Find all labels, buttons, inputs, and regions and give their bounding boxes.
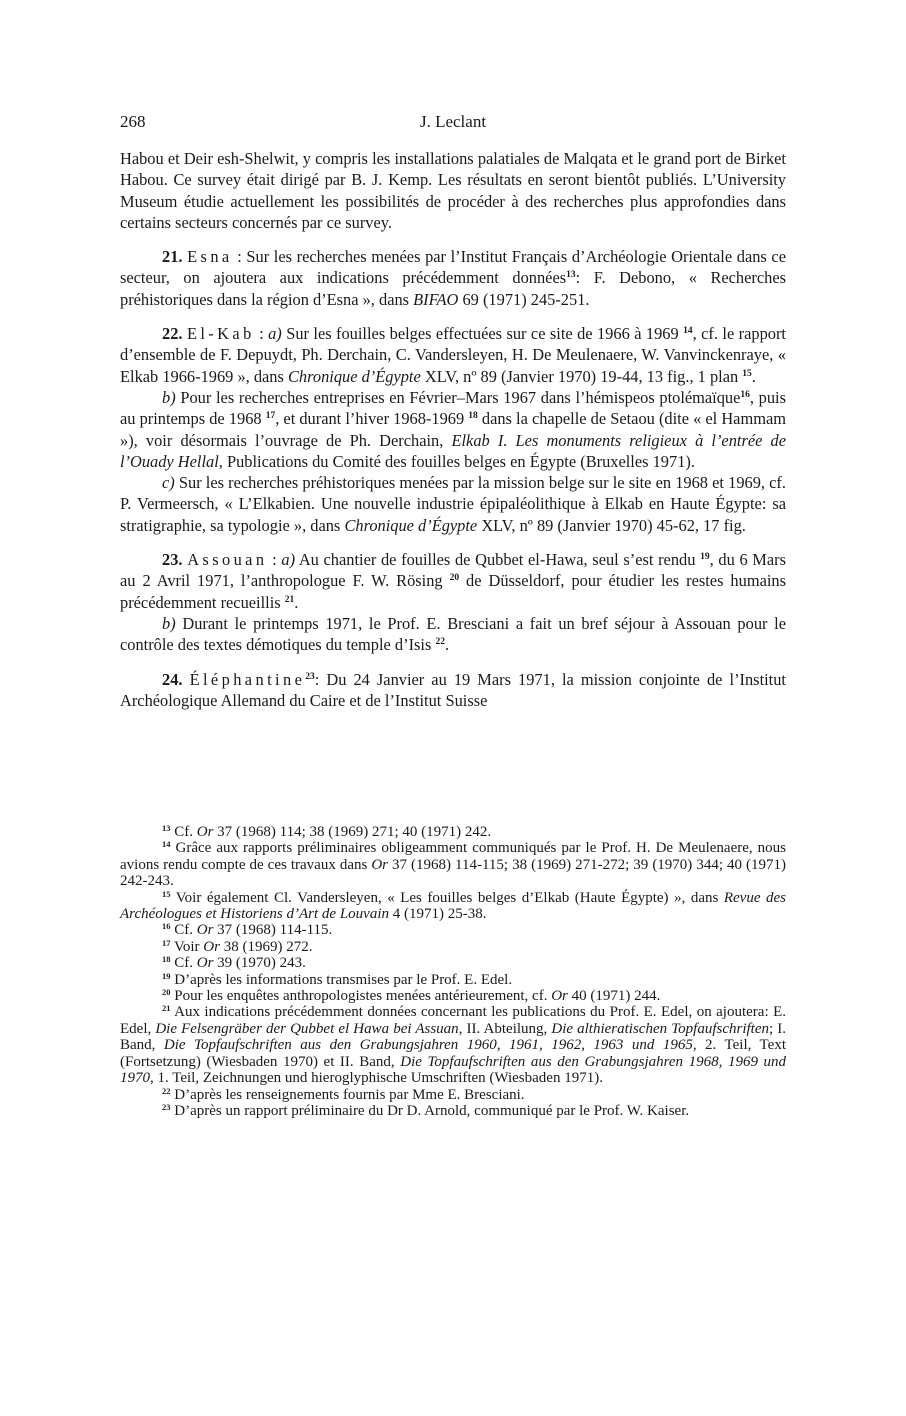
- footnote-16: $^{16}$ Cf. Or 37 (1968) 114-115.: [162, 921, 333, 939]
- footnote-ref[interactable]: 18: [468, 411, 478, 422]
- footnote-ref[interactable]: 22: [435, 637, 445, 648]
- section-title: Éléphantine: [189, 669, 306, 689]
- footnote-15: $^{15}$ Voir également Cl. Vandersleyen, « Les fouilles belges d’Elkab (Haute Égypte) », dans Revue des Archéologues et Historiens d’Art de Louvain 4 (1971) 25-38.: [120, 888, 786, 923]
- footnotes: [120, 824, 786, 1119]
- footnote-ref[interactable]: 15: [742, 368, 752, 379]
- footnote-ref[interactable]: 20: [449, 573, 460, 584]
- footnote-19: $^{19}$ D’après les informations transmises par le Prof. E. Edel.: [162, 970, 513, 988]
- section-title: Assouan: [187, 550, 268, 570]
- page-number: 268: [120, 112, 146, 131]
- footnote-ref[interactable]: 19: [700, 552, 710, 563]
- section-24-elephantine: 24. Éléphantine$^{23}$: Du 24 Janvier au 19 Mars 1971, la mission conjointe de l’Institut Archéologique Allemand du Caire et de l’Institut Suisse: [120, 669, 786, 710]
- footnote-14: $^{14}$ Grâce aux rapports préliminaires obligeamment communiqués par le Prof. H. De Meulenaere, nous avions rendu compte de ces travaux dans Or 37 (1968) 114-115; 38 (1969) 271-272; 39 (1970) 344; 40 (1971) 242-243.: [120, 839, 787, 890]
- footnote-18: $^{18}$ Cf. Or 39 (1970) 243.: [162, 954, 306, 972]
- section-number: 22.: [162, 324, 183, 344]
- section-22-item-b: b) Pour les recherches entreprises en Février–Mars 1967 dans l’hémispeos ptolémaïque$^{16}$, puis au printemps de 1968 $^{17}$, et durant l’hiver 1968-1969 $^{18}$ dans la chapelle de Setaou (dite « el Hammam »), voir désormais l’ouvrage de Ph. Derchain, Elkab I. Les monuments religieux à l’entrée de l’Ouady Hellal, Publications du Comité des fouilles belges en Égypte (Bruxelles 1971).: [120, 387, 786, 471]
- running-head: J. Leclant: [419, 112, 487, 131]
- section-21-esna: 21. Esna : Sur les recherches menées par l’Institut Français d’Archéologie Orientale dans ce secteur, on ajoutera aux indications précédemment données$^{13}$: F. Debono, « Recherches préhistoriques dans la région d’Esna », dans BIFAO 69 (1971) 245-251.: [120, 247, 786, 309]
- footnote-22: $^{22}$ D’après les renseignements fournis par Mme E. Bresciani.: [162, 1085, 525, 1103]
- footnote-17: $^{17}$ Voir Or 38 (1969) 272.: [162, 937, 313, 955]
- footnote-ref[interactable]: 21: [284, 594, 295, 605]
- footnote-13: $^{13}$ Cf. Or 37 (1968) 114; 38 (1969) 271; 40 (1971) 242.: [162, 823, 492, 840]
- page-header: [120, 112, 786, 136]
- main-text: [120, 148, 786, 711]
- footnote-21: $^{21}$ Aux indications précédemment données concernant les publications du Prof. E. Edel, on ajoutera: E. Edel, Die Felsengräber der Qubbet el Hawa bei Assuan, II. Abteilung, Die althieratischen Topfaufschriften; I. Band, Die Topfaufschriften aus den Grabungsjahren 1960, 1961, 1962, 1963 und 1965, 2. Teil, Text (Fortsetzung) (Wiesbaden 1970) et II. Band, Die Topfaufschriften aus den Grabungsjahren 1968, 1969 und 1970, 1. Teil, Zeichnungen und hieroglyphische Umschriften (Wiesbaden 1971).: [120, 1003, 787, 1087]
- section-title: El-Kab: [186, 324, 255, 344]
- section-22-item-c: c) Sur les recherches préhistoriques menées par la mission belge sur le site en 1968 et 1969, cf. P. Vermeersch, « L’Elkabien. Une nouvelle industrie épipaléolithique à Elkab en Haute Égypte: sa stratigraphie, sa typologie », dans Chronique d’Égypte XLV, nº 89 (Janvier 1970) 45-62, 17 fig.: [120, 473, 786, 535]
- footnote-ref[interactable]: 17: [265, 411, 276, 422]
- section-22-el-kab: 22. El-Kab : a) Sur les fouilles belges effectuées sur ce site de 1966 à 1969 $^{14}$, cf. le rapport d’ensemble de F. Depuydt, Ph. Derchain, C. Vandersleyen, H. De Meulenaere, W. Vanvinckenraye, « Elkab 1966-1969 », dans Chronique d’Égypte XLV, nº 89 (Janvier 1970) 19-44, 13 fig., 1 plan $^{15}$.: [120, 324, 786, 386]
- section-number: 21.: [162, 247, 183, 267]
- footnote-23: $^{23}$ D’après un rapport préliminaire du Dr D. Arnold, communiqué par le Prof. W. Kaiser.: [162, 1101, 690, 1119]
- section-23-item-b: b) Durant le printemps 1971, le Prof. E. Bresciani a fait un bref séjour à Assouan pour le contrôle des textes démotiques du temple d’Isis $^{22}$.: [120, 613, 786, 655]
- footnote-ref[interactable]: 13: [566, 270, 576, 281]
- footnote-ref[interactable]: 16: [740, 389, 750, 400]
- footnote-20: $^{20}$ Pour les enquêtes anthropologistes menées antérieurement, cf. Or 40 (1971) 244.: [162, 987, 661, 1005]
- section-23-assouan: 23. Assouan : a) Au chantier de fouilles de Qubbet el-Hawa, seul s’est rendu $^{19}$, du 6 Mars au 2 Avril 1971, l’anthropologue F. W. Rösing $^{20}$ de Düsseldorf, pour étudier les restes humains précédemment recueillis $^{21}$.: [120, 550, 786, 612]
- footnote-ref[interactable]: 23: [305, 671, 315, 682]
- section-number: 23.: [162, 550, 183, 570]
- paragraph-continuation: Habou et Deir esh-Shelwit, y compris les installations palatiales de Malqata et le grand port de Birket Habou. Ce survey était dirigé par B. J. Kemp. Les résultats en seront bientôt publiés. L’University Museum étudie actuellement les possibilités de procéder à des recherches plus approfondies dans certains secteurs concernés par ce survey.: [120, 149, 786, 232]
- section-number: 24.: [162, 669, 183, 689]
- section-title: Esna: [187, 247, 233, 267]
- footnote-ref[interactable]: 14: [683, 326, 693, 337]
